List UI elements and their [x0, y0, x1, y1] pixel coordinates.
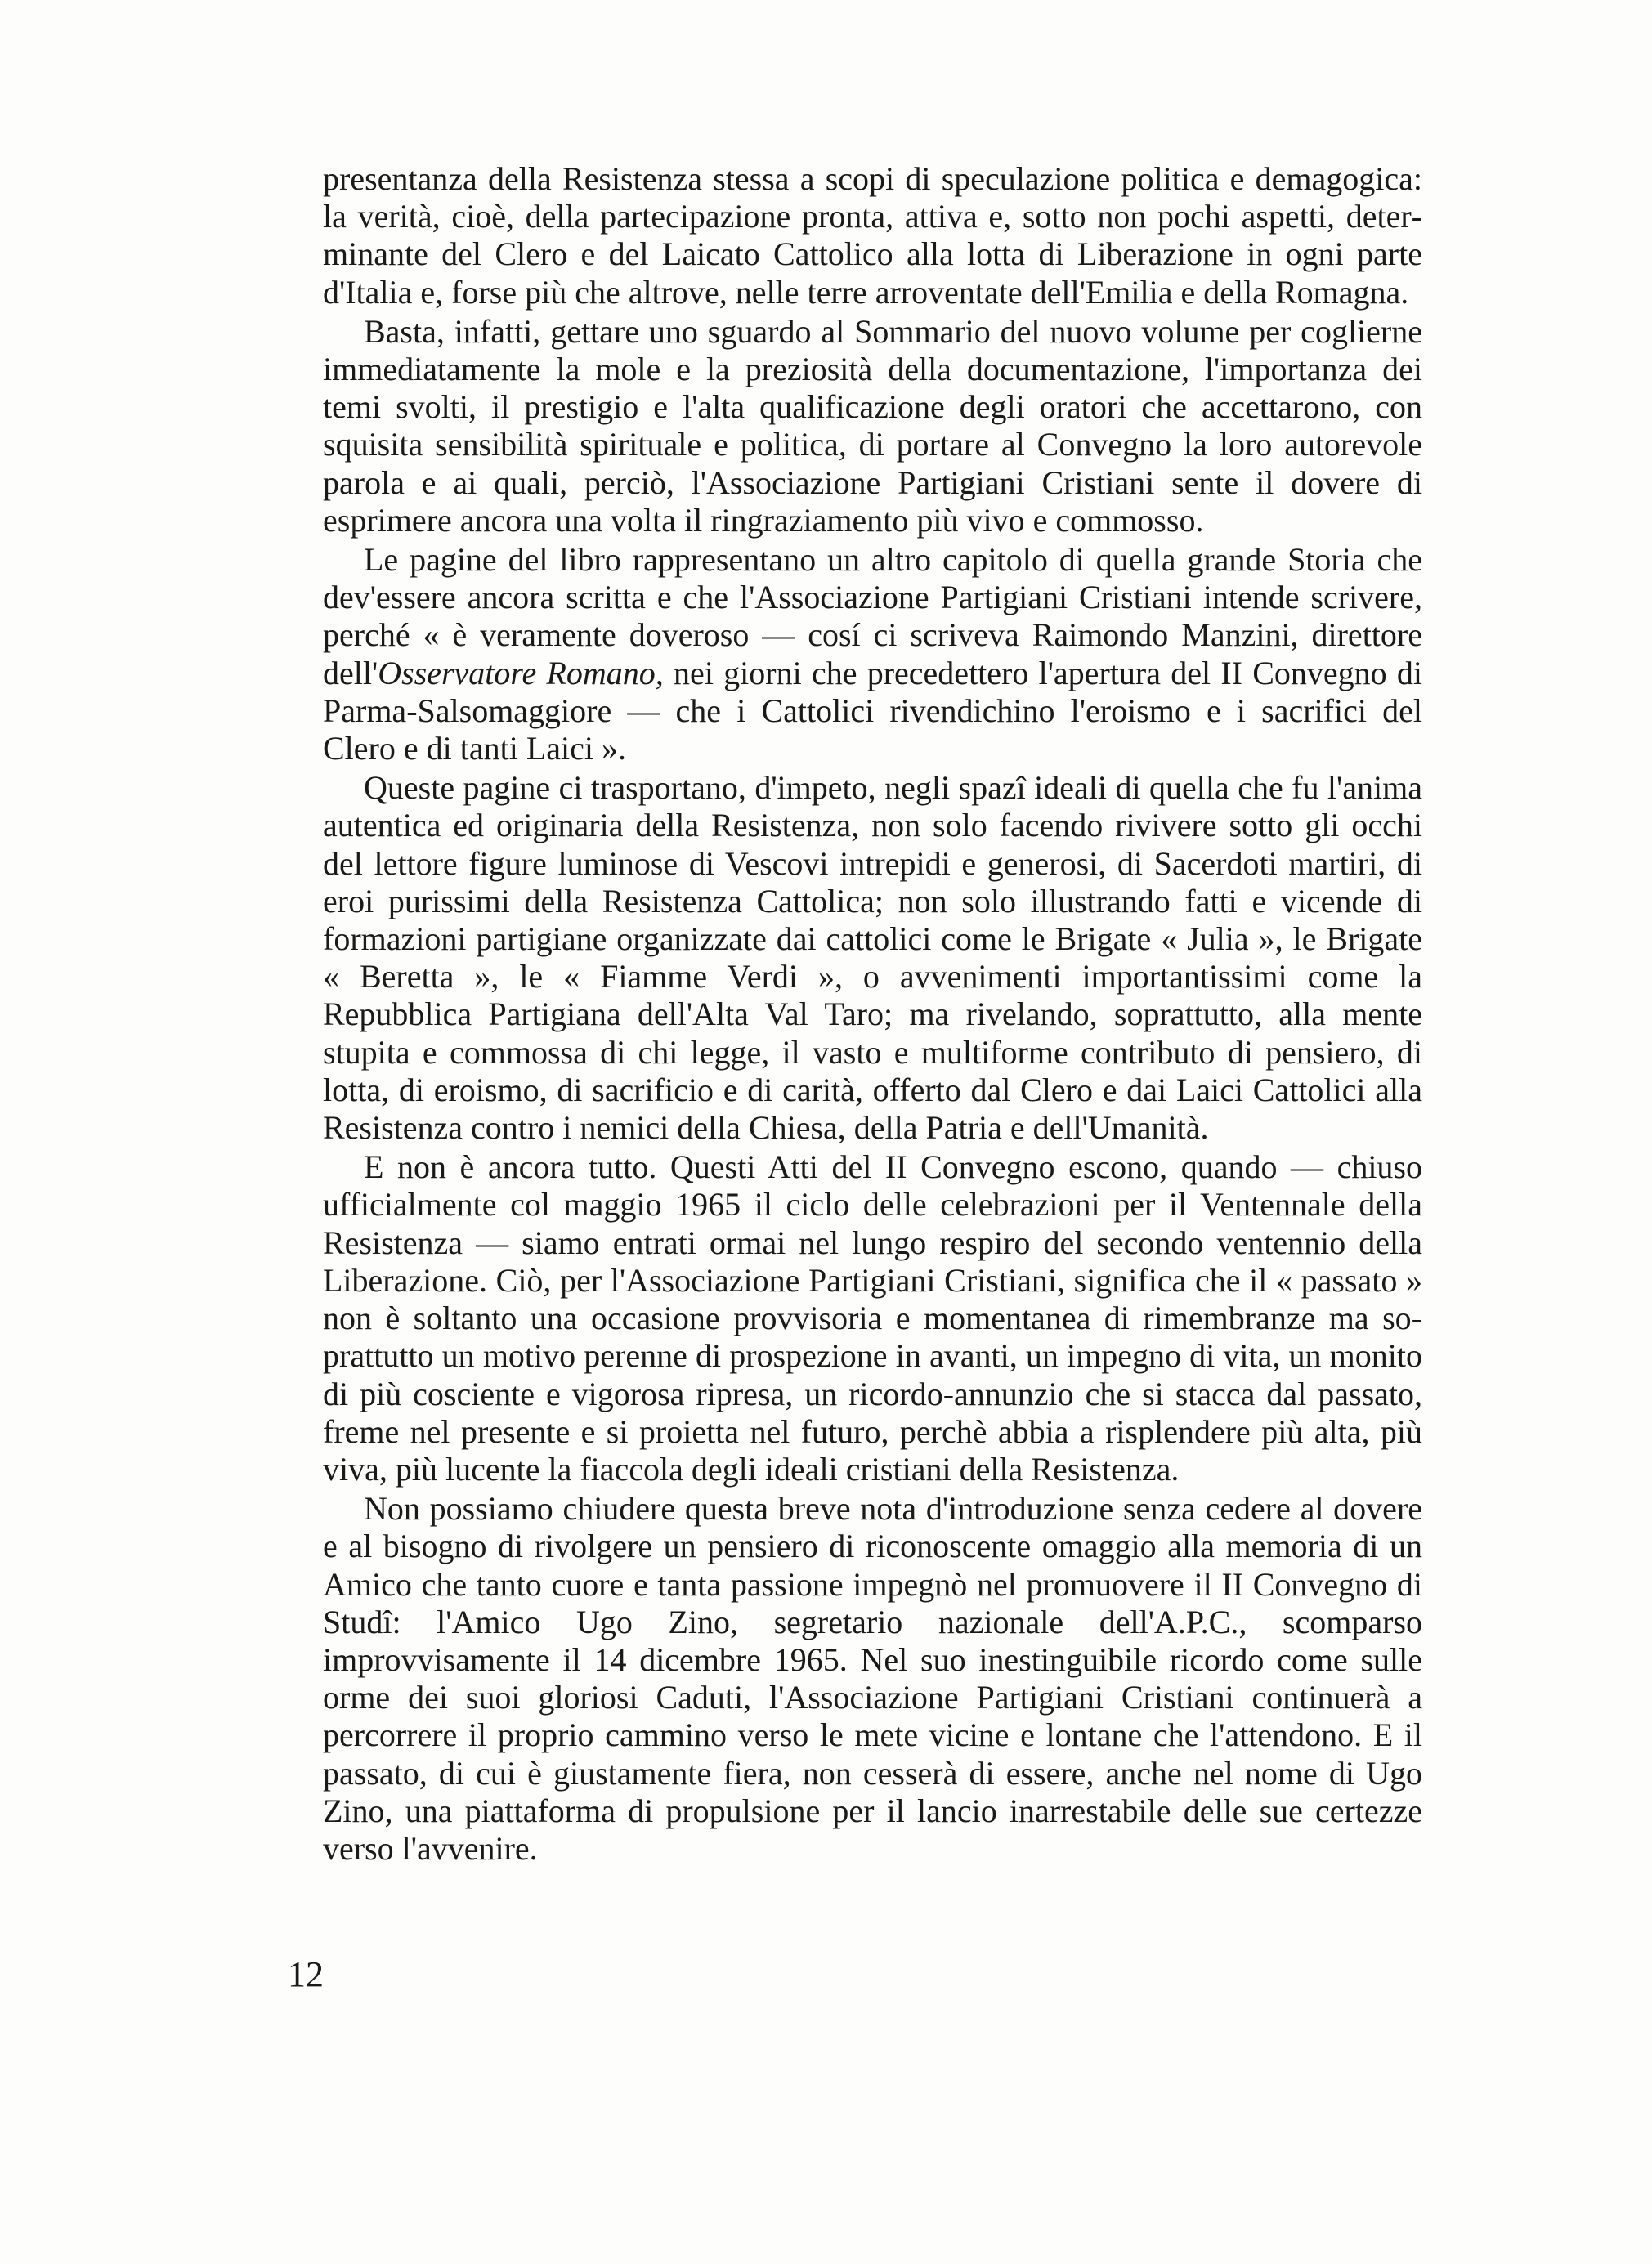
italic-title: Osservatore Romano, [378, 654, 664, 691]
paragraph [323, 769, 1422, 1147]
paragraph-text: Non possiamo chiudere questa breve nota d'introduzione senza cedere al dovere e al bisogno di rivolgere un pensiero di riconoscente omaggio alla memoria di un Amico che tanto cuore e tanta passione impegnò nel promuovere il II Convegno di Studî: l'Amico Ugo Zino, segretario nazionale dell'A.P.C., scomparso improvvisamente il 14 dicembre 1965. Nel suo inestinguibile ricordo come sulle orme dei suoi gloriosi Caduti, l'Associazione Partigiani Cristiani continuerà a percorrere il proprio cammino verso le mete vicine e lontane che l'attendono. E il passato, di cui è giustamente fiera, non cesserà di essere, anche nel nome di Ugo Zino, una piattaforma di propulsione per il lancio inarrestabile delle sue certezze verso l'avvenire. [323, 1490, 1422, 1867]
paragraph [323, 541, 1422, 767]
paragraph-text: presentanza della Resistenza stessa a scopi di speculazione politica e demagogica: la verità, cioè, della partecipazione pronta, attiva e, sotto non pochi aspetti, determinante del Clero e del Laicato Cattolico alla lotta di Liberazione in ogni parte d'Italia e, forse più che altrove, nelle terre arroventate dell'Emilia e della Romagna. [323, 160, 1422, 311]
paragraph [323, 160, 1422, 311]
paragraph [323, 313, 1422, 539]
paragraph [323, 1148, 1422, 1488]
paragraph-text: nei giorni che precedettero l'apertura del II Convegno di Parma-Salsomaggiore — che i Cattolici rivendichino l'eroismo e i sacrifici del Clero e di tanti Laici ». [323, 654, 1422, 767]
paragraph [323, 1490, 1422, 1868]
paragraph-text: Queste pagine ci trasportano, d'impeto, negli spazî ideali di quella che fu l'anima autentica ed originaria della Resistenza, non solo facendo rivivere sotto gli occhi del lettore figure luminose di Vescovi intrepidi e generosi, di Sacerdoti martiri, di eroi purissimi della Resistenza Cattolica; non solo illustrando fatti e vicende di formazioni partigiane organizzate dai cattolici come le Brigate « Julia », le Brigate « Beretta », le « Fiamme Verdi », o avvenimenti importantissimi come la Repubblica Partigiana dell'Alta Val Taro; ma rivelando, soprattutto, alla mente stupita e commossa di chi legge, il vasto e multiforme contributo di pensiero, di lotta, di eroismo, di sacrificio e di carità, offerto dal Clero e dai Laici Cattolici alla Resistenza contro i nemici della Chiesa, della Patria e dell'Umanità. [323, 769, 1422, 1147]
paragraph-text: Basta, infatti, gettare uno sguardo al Sommario del nuovo volume per coglierne immediatamente la mole e la preziosità della documentazione, l'importanza dei temi svolti, il prestigio e l'alta qualificazione degli oratori che accettarono, con squisita sensibilità spirituale e politica, di portare al Convegno la loro autorevole parola e ai quali, perciò, l'Associazione Partigiani Cristiani sente il dovere di esprimere ancora una volta il ringraziamento più vivo e commosso. [323, 312, 1422, 539]
page-number: 12 [288, 1954, 324, 1994]
paragraph-text: Le pagine del libro rappresentano un altro capitolo di quella grande Storia che dev'essere ancora scritta e che l'Associazione Partigiani Cristiani intende scrivere, perché « è veramente doveroso — cosí ci scriveva Raimondo Manzini, direttore dell' [323, 541, 1422, 691]
body-text [323, 160, 1422, 1869]
paragraph-text: E non è ancora tutto. Questi Atti del II Convegno escono, quando — chiuso ufficialmente col maggio 1965 il ciclo delle celebrazioni per il Ventennale della Resistenza — siamo entrati ormai nel lungo respiro del secondo ventennio della Liberazione. Ciò, per l'Associazione Partigiani Cristiani, significa che il « passato » non è soltanto una occasione provvisoria e momentanea di rimembranze ma soprattutto un motivo perenne di prospezione in avanti, un impegno di vita, un monito di più cosciente e vigorosa ripresa, un ricordo-annunzio che si stacca dal passato, freme nel presente e si proietta nel futuro, perchè abbia a risplendere più alta, più viva, più lucente la fiaccola degli ideali cristiani della Resistenza. [323, 1148, 1422, 1488]
